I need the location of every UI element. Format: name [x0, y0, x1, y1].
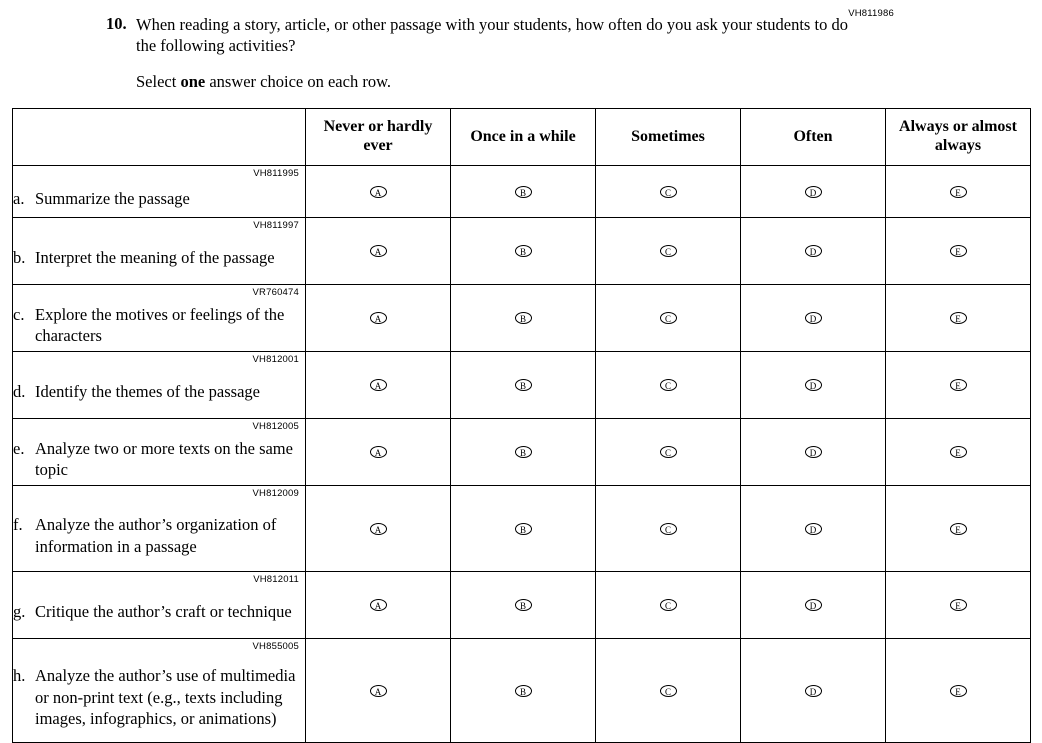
option-cell-c-1[interactable]	[306, 285, 451, 352]
instruction-suffix: answer choice on each row.	[205, 72, 392, 92]
radio-bubble[interactable]: E	[950, 599, 967, 611]
matrix-corner-cell	[13, 109, 306, 166]
option-cell-b-3[interactable]	[596, 218, 741, 285]
column-header-often: Often	[741, 109, 886, 166]
option-cell-d-2[interactable]	[451, 352, 596, 419]
row-label: Identify the themes of the passage	[35, 382, 260, 402]
radio-bubble[interactable]: A	[370, 446, 387, 458]
radio-bubble[interactable]: E	[950, 446, 967, 458]
option-cell-b-2[interactable]	[451, 218, 596, 285]
row-stem-b	[13, 218, 306, 285]
radio-bubble[interactable]: B	[515, 685, 532, 697]
radio-bubble[interactable]: E	[950, 312, 967, 324]
radio-bubble[interactable]: C	[660, 685, 677, 697]
row-item-code: VH812001	[252, 354, 299, 365]
radio-bubble[interactable]: A	[370, 245, 387, 257]
radio-bubble[interactable]: E	[950, 379, 967, 391]
question-block	[106, 14, 866, 92]
option-cell-f-1[interactable]	[306, 486, 451, 572]
table-row	[13, 218, 1031, 285]
option-cell-c-3[interactable]	[596, 285, 741, 352]
row-item-code: VH811997	[253, 220, 299, 231]
option-cell-f-3[interactable]	[596, 486, 741, 572]
option-cell-g-3[interactable]	[596, 572, 741, 639]
radio-bubble[interactable]: D	[805, 446, 822, 458]
option-cell-a-3[interactable]	[596, 166, 741, 218]
radio-bubble[interactable]: D	[805, 312, 822, 324]
option-cell-e-5[interactable]	[886, 419, 1031, 486]
option-cell-c-4[interactable]	[741, 285, 886, 352]
row-label: Interpret the meaning of the passage	[35, 248, 275, 268]
instruction-emphasis: one	[180, 72, 206, 92]
radio-bubble[interactable]: B	[515, 245, 532, 257]
row-label: Analyze the author’s organization of information in a passage	[35, 515, 277, 556]
option-cell-e-1[interactable]	[306, 419, 451, 486]
radio-bubble[interactable]: A	[370, 685, 387, 697]
option-cell-g-2[interactable]	[451, 572, 596, 639]
option-cell-d-5[interactable]	[886, 352, 1031, 419]
question-row	[106, 14, 866, 56]
radio-bubble[interactable]: B	[515, 599, 532, 611]
matrix-header-row	[13, 109, 1031, 166]
option-cell-f-5[interactable]	[886, 486, 1031, 572]
row-item-code: VH855005	[252, 641, 299, 652]
radio-bubble[interactable]: C	[660, 599, 677, 611]
option-cell-h-5[interactable]	[886, 639, 1031, 743]
row-item-code: VH812009	[252, 488, 299, 499]
radio-bubble[interactable]: B	[515, 312, 532, 324]
row-stem-d	[13, 352, 306, 419]
radio-bubble[interactable]: C	[660, 446, 677, 458]
option-cell-h-3[interactable]	[596, 639, 741, 743]
radio-bubble[interactable]: D	[805, 599, 822, 611]
option-cell-d-4[interactable]	[741, 352, 886, 419]
row-label: Critique the author’s craft or technique	[35, 602, 292, 622]
option-cell-e-2[interactable]	[451, 419, 596, 486]
row-stem-e	[13, 419, 306, 486]
radio-bubble[interactable]: E	[950, 523, 967, 535]
radio-bubble[interactable]: C	[660, 523, 677, 535]
row-letter: f.	[13, 515, 23, 535]
row-letter: c.	[13, 304, 25, 324]
option-cell-e-4[interactable]	[741, 419, 886, 486]
option-cell-d-3[interactable]	[596, 352, 741, 419]
option-cell-a-5[interactable]	[886, 166, 1031, 218]
question-number: 10.	[106, 14, 127, 33]
row-letter: d.	[13, 382, 26, 402]
table-row	[13, 572, 1031, 639]
row-stem-c	[13, 285, 306, 352]
table-row	[13, 166, 1031, 218]
table-row	[13, 639, 1031, 743]
column-header-always: Always or almost always	[886, 109, 1031, 166]
option-cell-a-4[interactable]	[741, 166, 886, 218]
option-cell-g-1[interactable]	[306, 572, 451, 639]
option-cell-h-4[interactable]	[741, 639, 886, 743]
radio-bubble[interactable]: D	[805, 523, 822, 535]
radio-bubble[interactable]: E	[950, 245, 967, 257]
radio-bubble[interactable]: C	[660, 245, 677, 257]
radio-bubble[interactable]: D	[805, 685, 822, 697]
option-cell-h-1[interactable]	[306, 639, 451, 743]
radio-bubble[interactable]: D	[805, 245, 822, 257]
radio-bubble[interactable]: E	[950, 186, 967, 198]
row-stem-a	[13, 166, 306, 218]
row-stem-f	[13, 486, 306, 572]
table-row	[13, 419, 1031, 486]
row-stem-h	[13, 639, 306, 743]
row-item-code: VH812005	[252, 421, 299, 432]
radio-bubble[interactable]: C	[660, 312, 677, 324]
option-cell-b-5[interactable]	[886, 218, 1031, 285]
column-header-once-in-a-while: Once in a while	[451, 109, 596, 166]
option-cell-a-1[interactable]	[306, 166, 451, 218]
row-letter: e.	[13, 438, 25, 458]
option-cell-b-4[interactable]	[741, 218, 886, 285]
radio-bubble[interactable]: A	[370, 186, 387, 198]
radio-bubble[interactable]: A	[370, 312, 387, 324]
option-cell-e-3[interactable]	[596, 419, 741, 486]
option-cell-g-4[interactable]	[741, 572, 886, 639]
option-cell-c-2[interactable]	[451, 285, 596, 352]
radio-bubble[interactable]: A	[370, 599, 387, 611]
row-letter: a.	[13, 188, 25, 208]
radio-bubble[interactable]: A	[370, 523, 387, 535]
instruction-prefix: Select	[136, 72, 181, 92]
option-cell-f-4[interactable]	[741, 486, 886, 572]
row-label: Analyze two or more texts on the same topic	[35, 438, 293, 479]
table-row	[13, 486, 1031, 572]
column-header-never: Never or hardly ever	[306, 109, 451, 166]
row-letter: g.	[13, 602, 26, 622]
radio-bubble[interactable]: D	[805, 186, 822, 198]
option-cell-h-2[interactable]	[451, 639, 596, 743]
option-cell-c-5[interactable]	[886, 285, 1031, 352]
row-item-code: VH811995	[253, 168, 299, 179]
radio-bubble[interactable]: A	[370, 379, 387, 391]
option-cell-g-5[interactable]	[886, 572, 1031, 639]
question-instruction	[136, 72, 866, 92]
radio-bubble[interactable]: B	[515, 523, 532, 535]
row-letter: b.	[13, 248, 26, 268]
radio-bubble[interactable]: D	[805, 379, 822, 391]
row-label: Analyze the author’s use of multimedia or non-print text (e.g., texts including images, infographics, or animations)	[35, 666, 296, 729]
column-header-sometimes: Sometimes	[596, 109, 741, 166]
row-stem-g	[13, 572, 306, 639]
radio-bubble[interactable]: B	[515, 186, 532, 198]
option-cell-f-2[interactable]	[451, 486, 596, 572]
page-item-code: VH811986	[848, 8, 894, 19]
row-letter: h.	[13, 666, 26, 686]
option-cell-a-2[interactable]	[451, 166, 596, 218]
row-label: Summarize the passage	[35, 188, 190, 208]
radio-bubble[interactable]: C	[660, 379, 677, 391]
table-row	[13, 285, 1031, 352]
radio-bubble[interactable]: B	[515, 379, 532, 391]
table-row	[13, 352, 1031, 419]
radio-bubble[interactable]: C	[660, 186, 677, 198]
question-text: When reading a story, article, or other passage with your students, how often do you ask your students to do the following activities?	[136, 15, 848, 56]
response-matrix	[12, 108, 1031, 743]
option-cell-b-1[interactable]	[306, 218, 451, 285]
radio-bubble[interactable]: B	[515, 446, 532, 458]
row-item-code: VR760474	[252, 287, 299, 298]
option-cell-d-1[interactable]	[306, 352, 451, 419]
row-item-code: VH812011	[253, 574, 299, 585]
radio-bubble[interactable]: E	[950, 685, 967, 697]
row-label: Explore the motives or feelings of the characters	[35, 304, 285, 345]
